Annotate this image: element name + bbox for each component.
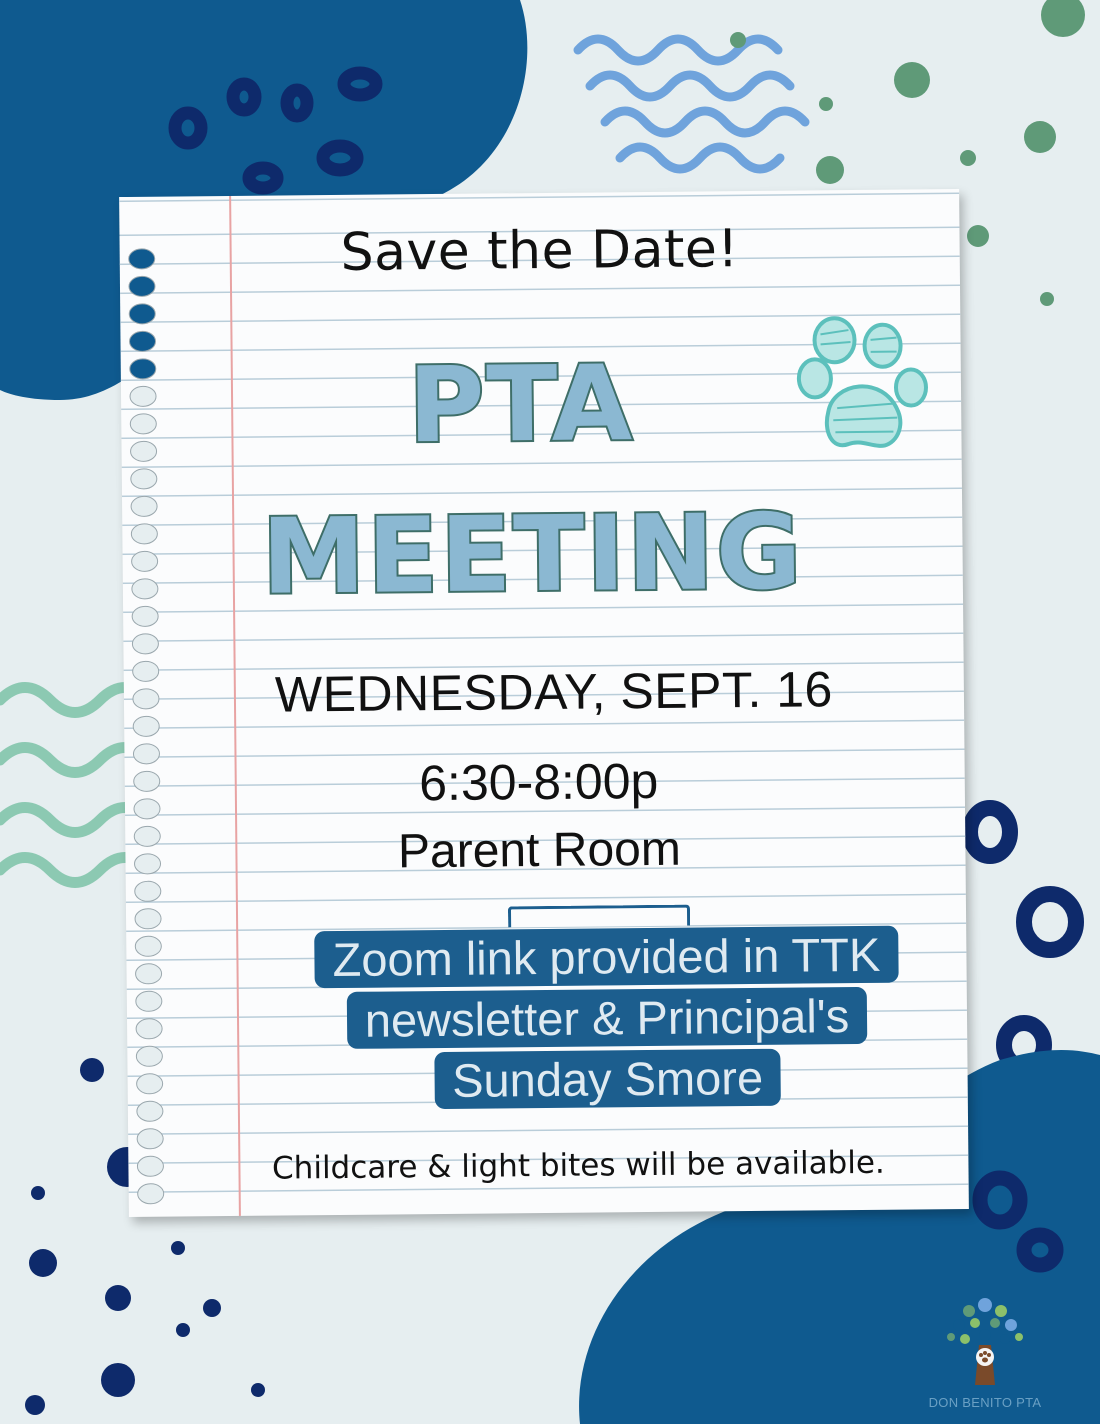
meeting-location: Parent Room bbox=[397, 822, 682, 879]
spiral-hole bbox=[136, 1019, 162, 1039]
spiral-hole bbox=[135, 881, 161, 901]
spiral-hole bbox=[135, 936, 161, 956]
spiral-hole bbox=[135, 909, 161, 929]
spiral-hole bbox=[132, 634, 158, 654]
spiral-hole bbox=[135, 964, 161, 984]
notebook-paper bbox=[119, 189, 969, 1217]
meeting-time: 6:30-8:00p bbox=[418, 752, 659, 812]
don-benito-pta-logo bbox=[925, 1285, 1045, 1415]
zoom-info-box bbox=[256, 911, 958, 1138]
spiral-hole bbox=[129, 304, 155, 324]
zoom-line-1: Zoom link provided in TTK bbox=[314, 926, 898, 989]
zoom-line-2: newsletter & Principal's bbox=[347, 987, 868, 1049]
spiral-hole bbox=[137, 1074, 163, 1094]
title-pta: PTA bbox=[407, 342, 635, 467]
zoom-line-3: Sunday Smore bbox=[434, 1049, 781, 1109]
spiral-hole bbox=[136, 991, 162, 1011]
spiral-hole bbox=[131, 469, 157, 489]
save-the-date-heading: Save the Date! bbox=[340, 219, 740, 283]
spiral-hole bbox=[137, 1129, 163, 1149]
logo-text: DON BENITO PTA bbox=[928, 1395, 1042, 1410]
spiral-hole bbox=[137, 1101, 163, 1121]
meeting-date: WEDNESDAY, SEPT. 16 bbox=[274, 661, 834, 723]
tree-paw-icon bbox=[925, 1285, 1045, 1395]
spiral-hole bbox=[136, 1046, 162, 1066]
childcare-note: Childcare & light bites will be available. bbox=[271, 1144, 885, 1187]
title-meeting: MEETING bbox=[261, 490, 804, 618]
